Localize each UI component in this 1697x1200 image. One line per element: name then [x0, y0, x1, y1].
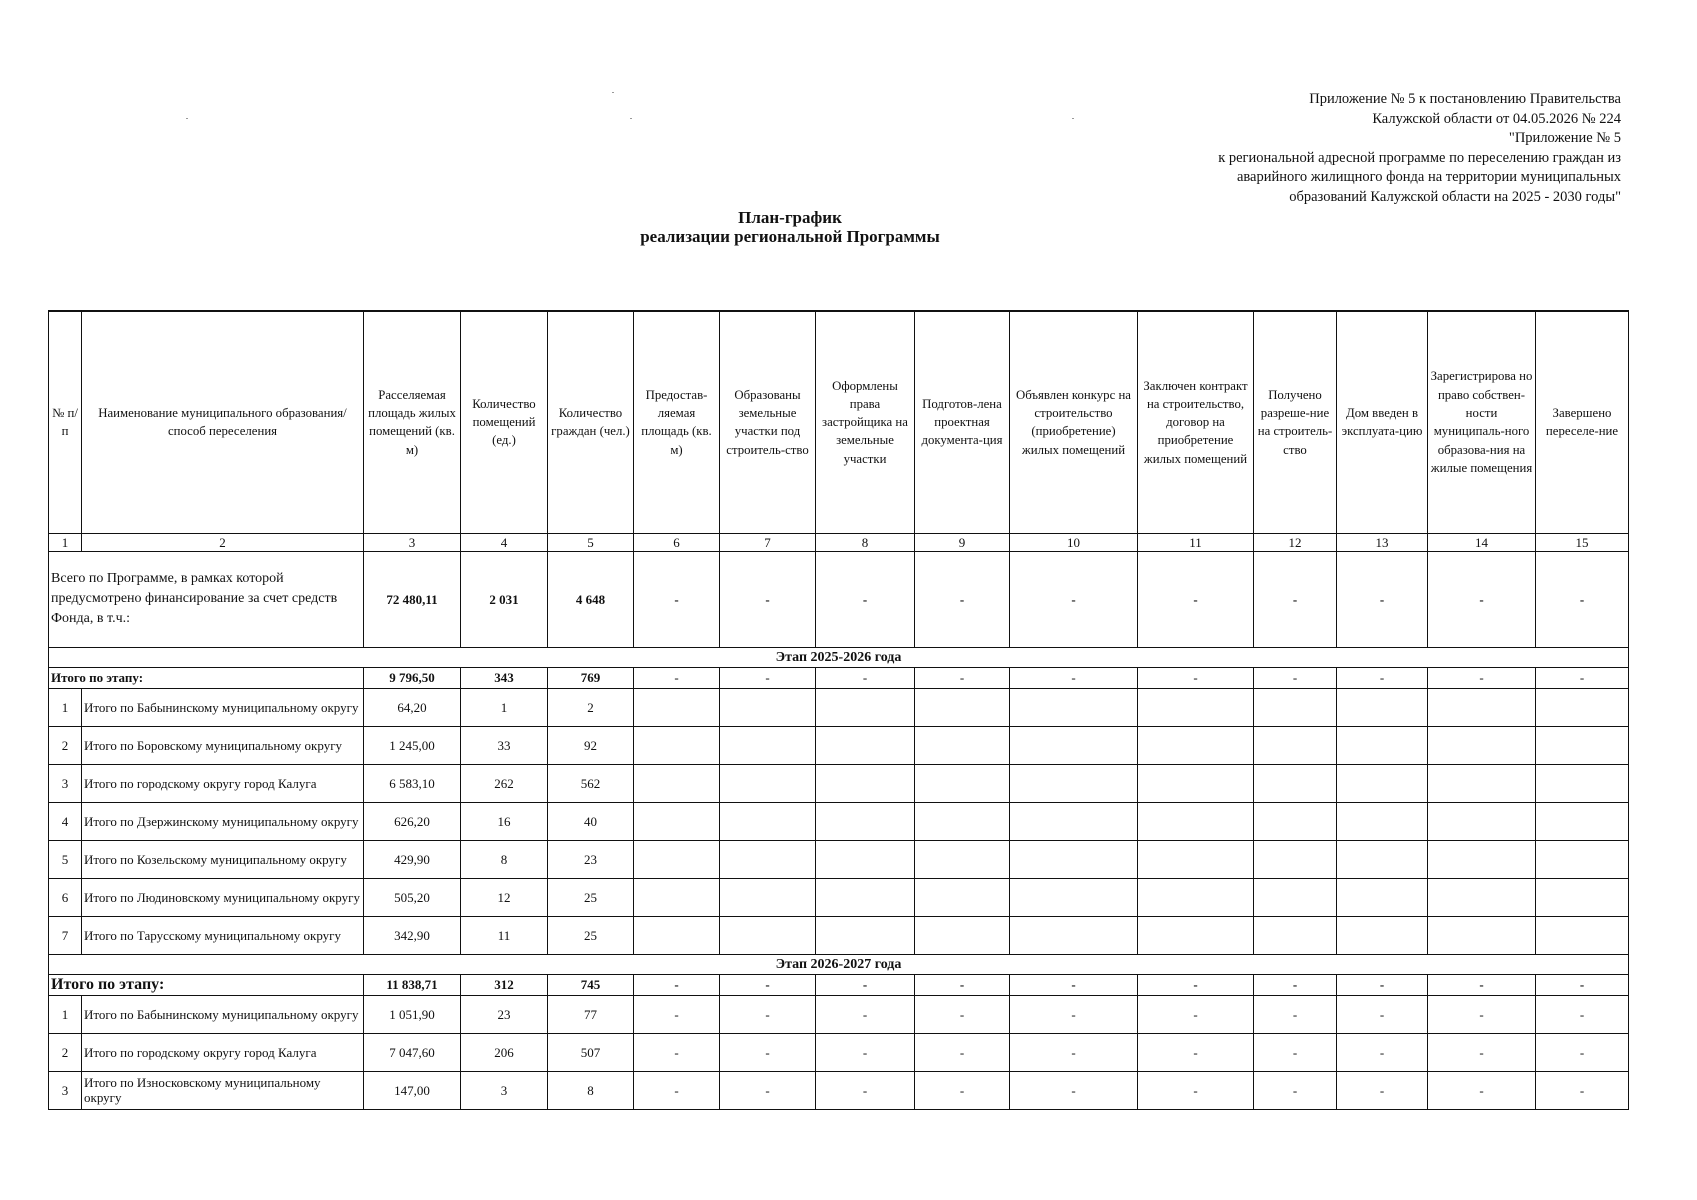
col-header-area: Расселяемая площадь жилых помещений (кв. м) [364, 311, 461, 533]
dash-cell: - [1254, 974, 1337, 995]
row-people: 507 [548, 1033, 634, 1071]
dash-cell: - [1536, 995, 1629, 1033]
stage-total-rooms: 343 [461, 667, 548, 688]
row-people: 8 [548, 1071, 634, 1109]
row-name: Итого по городскому округу город Калуга [82, 1033, 364, 1071]
dash-cell: - [720, 551, 816, 647]
grand-total-area: 72 480,11 [364, 551, 461, 647]
table-row [49, 1071, 1629, 1109]
table-row [49, 840, 1629, 878]
row-area: 1 051,90 [364, 995, 461, 1033]
row-rooms: 206 [461, 1033, 548, 1071]
dash-cell: - [720, 1071, 816, 1109]
dash-cell: - [1536, 1071, 1629, 1109]
dash-cell: - [1337, 667, 1428, 688]
dash-cell: - [1254, 667, 1337, 688]
dash-cell: - [1138, 1071, 1254, 1109]
row-people: 23 [548, 840, 634, 878]
stage-title: Этап 2026-2027 года [49, 954, 1629, 974]
row-rooms: 1 [461, 688, 548, 726]
row-area: 505,20 [364, 878, 461, 916]
col-header-developer-rights: Оформлены права застройщика на земельные участки [816, 311, 915, 533]
annex-line: "Приложение № 5 [1508, 130, 1621, 147]
col-header-completed: Завершено переселе-ние [1536, 311, 1629, 533]
col-header-provided-area: Предостав-ляемая площадь (кв. м) [634, 311, 720, 533]
col-header-design-docs: Подготов-лена проектная документа-ция [915, 311, 1010, 533]
table-row [49, 878, 1629, 916]
row-number: 1 [49, 688, 82, 726]
col-header-permit: Получено разреше-ние на строитель-ство [1254, 311, 1337, 533]
dash-cell: - [1010, 667, 1138, 688]
dash-cell: - [1337, 1033, 1428, 1071]
stage-total-row [49, 974, 1629, 995]
document-title [540, 208, 1040, 246]
dash-cell: - [1010, 1071, 1138, 1109]
table-row [49, 802, 1629, 840]
row-area: 6 583,10 [364, 764, 461, 802]
row-number: 4 [49, 802, 82, 840]
stage-total-area: 9 796,50 [364, 667, 461, 688]
row-name: Итого по Козельскому муниципальному округу [82, 840, 364, 878]
dash-cell: - [915, 995, 1010, 1033]
row-name: Итого по Дзержинскому муниципальному округу [82, 802, 364, 840]
column-header-row [49, 311, 1629, 533]
dash-cell: - [915, 551, 1010, 647]
row-name: Итого по Тарусскому муниципальному округу [82, 916, 364, 954]
row-name: Итого по Людиновскому муниципальному округу [82, 878, 364, 916]
dash-cell: - [1010, 551, 1138, 647]
dash-cell: - [634, 667, 720, 688]
dash-cell: - [816, 1071, 915, 1109]
col-header-contract: Заключен контракт на строительство, договор на приобретение жилых помещений [1138, 311, 1254, 533]
dash-cell: - [816, 1033, 915, 1071]
row-name: Итого по Бабынинскому муниципальному округу [82, 995, 364, 1033]
row-people: 562 [548, 764, 634, 802]
row-rooms: 16 [461, 802, 548, 840]
dash-cell: - [1254, 1071, 1337, 1109]
dash-cell: - [634, 974, 720, 995]
col-header-ownership: Зарегистрирова но право собствен-ности муниципаль-ного образова-ния на жилые помещения [1428, 311, 1536, 533]
table-row [49, 726, 1629, 764]
row-number: 1 [49, 995, 82, 1033]
row-area: 626,20 [364, 802, 461, 840]
row-rooms: 12 [461, 878, 548, 916]
row-area: 429,90 [364, 840, 461, 878]
dash-cell: - [1536, 1033, 1629, 1071]
dash-cell: - [1536, 667, 1629, 688]
dash-cell: - [1010, 974, 1138, 995]
col-number: 14 [1428, 533, 1536, 551]
dash-cell: - [1536, 551, 1629, 647]
grand-total-row [49, 551, 1629, 647]
row-area: 1 245,00 [364, 726, 461, 764]
row-rooms: 11 [461, 916, 548, 954]
dash-cell: - [1254, 1033, 1337, 1071]
row-rooms: 23 [461, 995, 548, 1033]
row-area: 64,20 [364, 688, 461, 726]
dash-cell: - [816, 974, 915, 995]
row-number: 3 [49, 1071, 82, 1109]
col-header-name: Наименование муниципального образования/способ переселения [82, 311, 364, 533]
title-line-2: реализации региональной Программы [640, 227, 940, 246]
dash-cell: - [816, 551, 915, 647]
row-area: 342,90 [364, 916, 461, 954]
col-number: 10 [1010, 533, 1138, 551]
row-people: 92 [548, 726, 634, 764]
dash-cell: - [915, 1071, 1010, 1109]
dash-cell: - [1138, 667, 1254, 688]
dash-cell: - [1337, 551, 1428, 647]
col-header-number: № п/п [49, 311, 82, 533]
dash-cell: - [1337, 974, 1428, 995]
dash-cell: - [720, 995, 816, 1033]
stage-total-people: 745 [548, 974, 634, 995]
dash-cell: - [1428, 1071, 1536, 1109]
col-number: 4 [461, 533, 548, 551]
annex-header [1061, 90, 1621, 208]
col-number: 9 [915, 533, 1010, 551]
row-name: Итого по Износковскому муниципальному округу [82, 1071, 364, 1109]
stage-total-rooms: 312 [461, 974, 548, 995]
grand-total-label: Всего по Программе, в рамках которой предусмотрено финансирование за счет средств Фонда, в т.ч.: [49, 551, 364, 647]
col-number: 2 [82, 533, 364, 551]
annex-line: аварийного жилищного фонда на территории муниципальных [1236, 169, 1621, 186]
row-rooms: 262 [461, 764, 548, 802]
stage-total-label: Итого по этапу: [49, 974, 364, 995]
stage-header-row [49, 954, 1629, 974]
row-number: 5 [49, 840, 82, 878]
grand-total-rooms: 2 031 [461, 551, 548, 647]
dash-cell: - [1536, 974, 1629, 995]
dash-cell: - [1010, 1033, 1138, 1071]
col-number: 8 [816, 533, 915, 551]
col-header-tender: Объявлен конкурс на строительство (приобретение) жилых помещений [1010, 311, 1138, 533]
row-people: 25 [548, 878, 634, 916]
dash-cell: - [720, 667, 816, 688]
row-number: 3 [49, 764, 82, 802]
stage-total-people: 769 [548, 667, 634, 688]
col-number: 6 [634, 533, 720, 551]
row-rooms: 33 [461, 726, 548, 764]
title-line-1: План-график [738, 208, 842, 227]
stage-total-row [49, 667, 1629, 688]
dash-cell: - [720, 1033, 816, 1071]
dash-cell: - [1138, 974, 1254, 995]
stage-total-area: 11 838,71 [364, 974, 461, 995]
annex-line: к региональной адресной программе по переселению граждан из [1218, 149, 1621, 166]
row-name: Итого по Бабынинскому муниципальному округу [82, 688, 364, 726]
dash-cell: - [720, 974, 816, 995]
dash-cell: - [1428, 551, 1536, 647]
dash-cell: - [634, 995, 720, 1033]
dash-cell: - [915, 1033, 1010, 1071]
dash-cell: - [915, 667, 1010, 688]
row-name: Итого по городскому округу город Калуга [82, 764, 364, 802]
dash-cell: - [1428, 974, 1536, 995]
dash-cell: - [816, 995, 915, 1033]
dash-cell: - [1138, 551, 1254, 647]
stage-title: Этап 2025-2026 года [49, 647, 1629, 667]
dash-cell: - [634, 1071, 720, 1109]
col-header-land-plots: Образованы земельные участки под строитель-ство [720, 311, 816, 533]
row-number: 2 [49, 726, 82, 764]
stage-header-row [49, 647, 1629, 667]
table-row [49, 995, 1629, 1033]
dash-cell: - [1138, 995, 1254, 1033]
table-row [49, 764, 1629, 802]
dash-cell: - [1428, 1033, 1536, 1071]
col-header-people: Количество граждан (чел.) [548, 311, 634, 533]
stage-total-label: Итого по этапу: [49, 667, 364, 688]
row-number: 2 [49, 1033, 82, 1071]
dash-cell: - [1254, 551, 1337, 647]
dash-cell: - [915, 974, 1010, 995]
row-number: 6 [49, 878, 82, 916]
col-number: 12 [1254, 533, 1337, 551]
dash-cell: - [1428, 995, 1536, 1033]
dash-cell: - [1337, 1071, 1428, 1109]
table-row [49, 916, 1629, 954]
annex-line: Калужской области от 04.05.2026 № 224 [1372, 110, 1621, 127]
dash-cell: - [1337, 995, 1428, 1033]
dash-cell: - [1138, 1033, 1254, 1071]
row-people: 40 [548, 802, 634, 840]
col-number: 1 [49, 533, 82, 551]
col-number: 5 [548, 533, 634, 551]
dash-cell: - [634, 551, 720, 647]
col-header-commissioned: Дом введен в эксплуата-цию [1337, 311, 1428, 533]
dash-cell: - [816, 667, 915, 688]
schedule-table [48, 310, 1629, 1110]
table-row [49, 688, 1629, 726]
row-area: 7 047,60 [364, 1033, 461, 1071]
col-header-rooms: Количество помещений (ед.) [461, 311, 548, 533]
dash-cell: - [634, 1033, 720, 1071]
row-area: 147,00 [364, 1071, 461, 1109]
annex-line: Приложение № 5 к постановлению Правительства [1309, 91, 1621, 107]
table-row [49, 1033, 1629, 1071]
row-number: 7 [49, 916, 82, 954]
row-rooms: 8 [461, 840, 548, 878]
grand-total-people: 4 648 [548, 551, 634, 647]
row-people: 25 [548, 916, 634, 954]
col-number: 3 [364, 533, 461, 551]
col-number: 7 [720, 533, 816, 551]
annex-line: образований Калужской области на 2025 - 2030 годы" [1289, 188, 1621, 205]
row-people: 2 [548, 688, 634, 726]
col-number: 13 [1337, 533, 1428, 551]
dash-cell: - [1428, 667, 1536, 688]
col-number: 11 [1138, 533, 1254, 551]
dash-cell: - [1010, 995, 1138, 1033]
row-people: 77 [548, 995, 634, 1033]
row-name: Итого по Боровскому муниципальному округу [82, 726, 364, 764]
col-number: 15 [1536, 533, 1629, 551]
row-rooms: 3 [461, 1071, 548, 1109]
column-number-row [49, 533, 1629, 551]
dash-cell: - [1254, 995, 1337, 1033]
